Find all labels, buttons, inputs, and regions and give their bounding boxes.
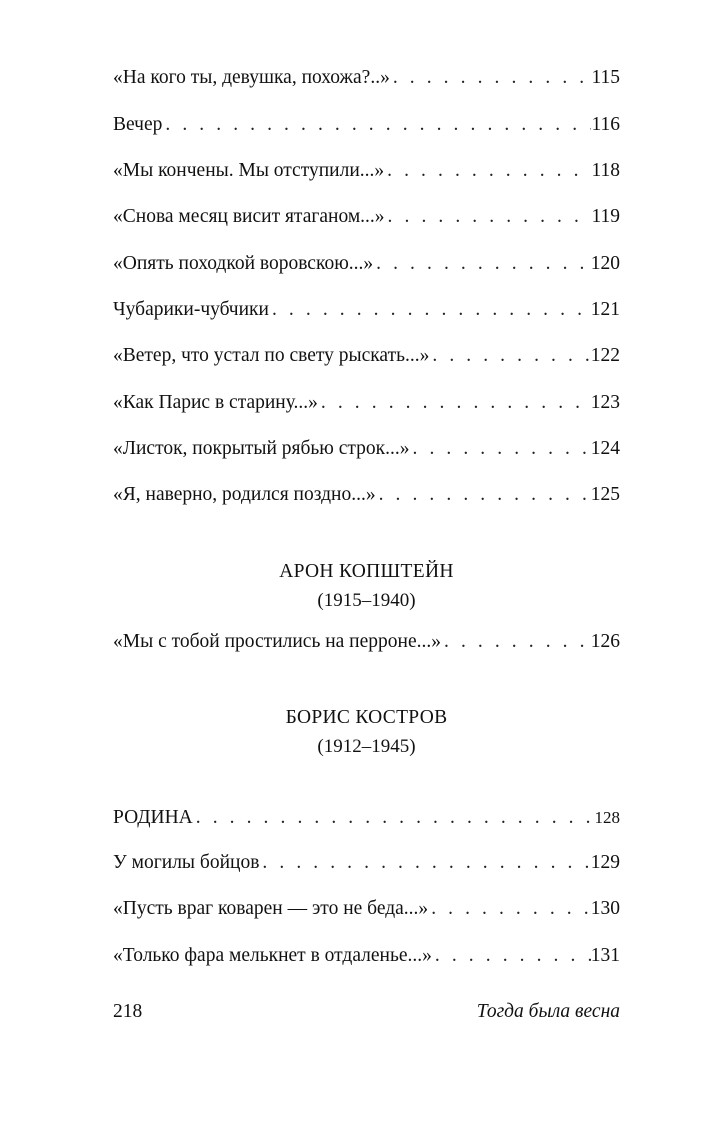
author-years: (1912–1945) xyxy=(317,736,416,757)
toc-entry-page: 116 xyxy=(591,114,620,135)
author-years: (1915–1940) xyxy=(317,590,416,611)
toc-entry xyxy=(113,896,620,922)
toc-entry xyxy=(113,158,620,184)
toc-entry-title: «Листок, покрытый рябью строк...» xyxy=(113,438,410,459)
toc-dot-leader xyxy=(390,65,592,91)
toc-entry-page: 120 xyxy=(590,253,620,274)
toc-entry-title: «Снова месяц висит ятаганом...» xyxy=(113,206,385,227)
toc-entry-page: 119 xyxy=(591,206,620,227)
toc-entry xyxy=(113,297,620,323)
toc-entry xyxy=(113,112,620,138)
footer-book-title: Тогда была весна xyxy=(476,1001,620,1022)
toc-entry-title: Вечер xyxy=(113,114,163,135)
toc-entry xyxy=(113,390,620,416)
author-name-heading: БОРИС КОСТРОВ xyxy=(285,707,448,728)
toc-entry-title: «Только фара мелькнет в отдаленье...» xyxy=(113,945,432,966)
toc-entry-page: 115 xyxy=(591,67,620,88)
toc-entry-page: 131 xyxy=(590,945,620,966)
toc-dot-leader xyxy=(193,805,595,831)
toc-entry-title: «На кого ты, девушка, похожа?..» xyxy=(113,67,390,88)
toc-entry-title: «Как Парис в старину...» xyxy=(113,392,318,413)
toc-entry xyxy=(113,251,620,277)
toc-dot-leader xyxy=(259,850,590,876)
toc-page xyxy=(113,0,620,1122)
toc-entry-page: 124 xyxy=(590,438,620,459)
toc-entry-title: «Мы с тобой простились на перроне...» xyxy=(113,631,441,652)
toc-entry xyxy=(113,204,620,230)
toc-entry-page: 123 xyxy=(590,392,620,413)
toc-dot-leader xyxy=(410,436,591,462)
footer-page-number: 218 xyxy=(113,1001,143,1022)
toc-dot-leader xyxy=(162,112,591,138)
toc-dot-leader xyxy=(441,629,591,655)
toc-entry xyxy=(113,943,620,969)
toc-entry xyxy=(113,343,620,369)
toc-entry-title: РОДИНА xyxy=(113,807,193,828)
toc-entry xyxy=(113,629,620,655)
toc-dot-leader xyxy=(385,204,592,230)
toc-entry-title: «Ветер, что устал по свету рыскать...» xyxy=(113,345,430,366)
toc-dot-leader xyxy=(376,482,591,508)
toc-entry-page: 129 xyxy=(590,852,620,873)
toc-entry xyxy=(113,436,620,462)
toc-entry-title: «Я, наверно, родился поздно...» xyxy=(113,484,376,505)
toc-entry-title: «Опять походкой воровскою...» xyxy=(113,253,374,274)
toc-entry xyxy=(113,482,620,508)
toc-entry-page: 125 xyxy=(590,484,620,505)
toc-dot-leader xyxy=(269,297,591,323)
toc-entry-title: У могилы бойцов xyxy=(113,852,260,873)
toc-entry-page: 128 xyxy=(594,808,620,827)
toc-entry-page: 130 xyxy=(590,898,620,919)
toc-entry-page: 122 xyxy=(590,345,620,366)
toc-entry-page: 118 xyxy=(591,160,620,181)
toc-dot-leader xyxy=(432,943,591,969)
toc-entry-title: «Пусть враг коварен — это не беда...» xyxy=(113,898,429,919)
toc-entry xyxy=(113,65,620,91)
toc-entry-title: Чубарики-чубчики xyxy=(113,299,269,320)
toc-entry-page: 126 xyxy=(590,631,620,652)
toc-dot-leader xyxy=(318,390,591,416)
toc-dot-leader xyxy=(428,896,591,922)
toc-entry xyxy=(113,850,620,876)
toc-entry xyxy=(113,805,620,831)
author-name-heading: АРОН КОПШТЕЙН xyxy=(279,561,454,582)
toc-dot-leader xyxy=(373,251,591,277)
toc-entry-title: «Мы кончены. Мы отступили...» xyxy=(113,160,385,181)
toc-dot-leader xyxy=(384,158,591,184)
toc-entry-page: 121 xyxy=(590,299,620,320)
toc-dot-leader xyxy=(429,343,590,369)
